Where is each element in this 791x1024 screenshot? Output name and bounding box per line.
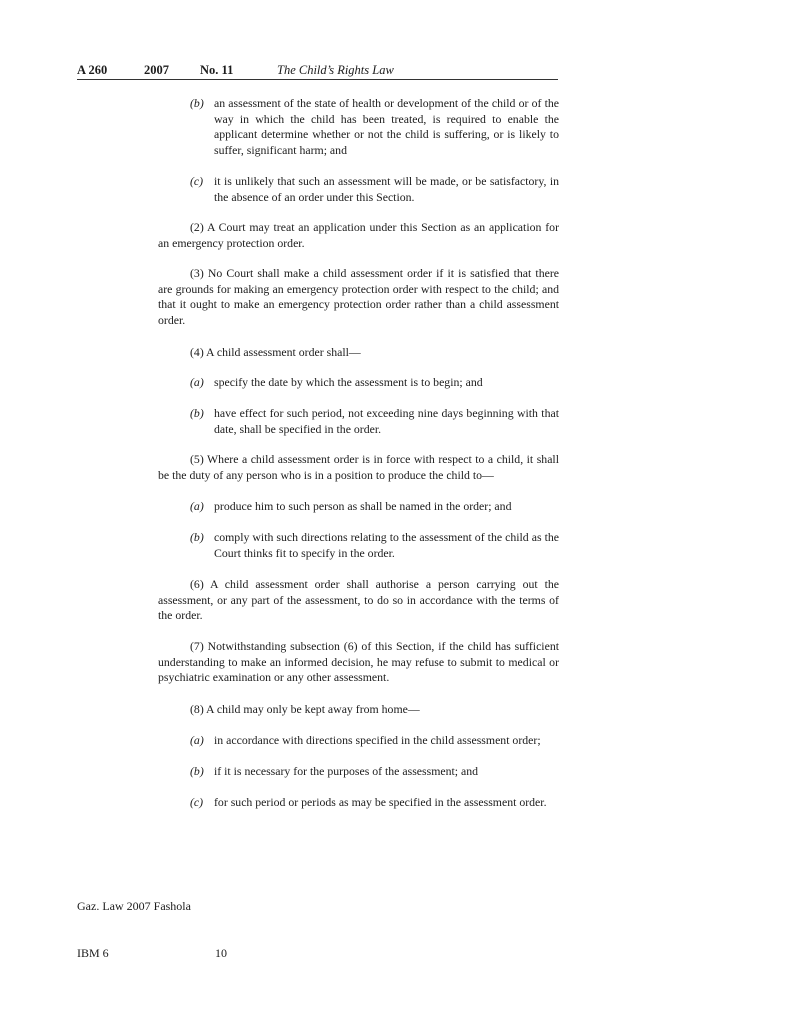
item-a-produce-him (190, 499, 559, 515)
item-text: if it is necessary for the purposes of the assessment; and (214, 764, 479, 778)
item-label: (b) (190, 764, 204, 778)
item-text: it is unlikely that such an assessment will be made, or be satisfactory, in the absence of an order under this Section. (214, 174, 559, 204)
item-text: produce him to such person as shall be named in the order; and (214, 499, 512, 513)
item-c-unlikely-assessment (190, 174, 559, 205)
item-b-have-effect (190, 406, 559, 437)
item-label: (a) (190, 733, 204, 747)
item-text: in accordance with directions specified in the child assessment order; (214, 733, 541, 747)
item-label: (a) (190, 499, 204, 513)
law-number: No. 11 (200, 63, 234, 77)
item-text: have effect for such period, not exceeding nine days beginning with that date, shall be specified in the order. (214, 406, 559, 436)
item-text: for such period or periods as may be specified in the assessment order. (214, 795, 547, 809)
item-text: comply with such directions relating to the assessment of the child as the Court thinks fit to specify in the order. (214, 530, 559, 560)
running-header (77, 63, 558, 80)
item-b-health-assessment (190, 96, 559, 158)
page-reference: A 260 (77, 63, 108, 77)
header-year: 2007 (144, 63, 169, 77)
item-b-comply-directions (190, 530, 559, 561)
item-label: (b) (190, 96, 204, 110)
gazette-note: Gaz. Law 2007 Fashola (77, 899, 191, 913)
item-label: (c) (190, 795, 204, 809)
item-c-such-period (190, 795, 559, 811)
law-title: The Child’s Rights Law (277, 63, 394, 77)
item-label: (a) (190, 375, 204, 389)
subsection-3: (3) No Court shall make a child assessment order if it is satisfied that there are grounds for making an emergency protection order with respect to the child; and that it ought to make an emergency protection order rather than a child assessment order. (158, 266, 559, 327)
subsection-8: (8) A child may only be kept away from home— (190, 702, 420, 716)
footer-page-number: 10 (215, 946, 227, 960)
subsection-4: (4) A child assessment order shall— (190, 345, 361, 359)
subsection-5: (5) Where a child assessment order is in force with respect to a child, it shall be the duty of any person who is in a position to produce the child to— (158, 452, 559, 482)
item-a-specify-date (190, 375, 559, 391)
item-label: (c) (190, 174, 204, 188)
item-text: specify the date by which the assessment is to begin; and (214, 375, 483, 389)
print-code: IBM 6 (77, 946, 109, 960)
subsection-7: (7) Notwithstanding subsection (6) of this Section, if the child has sufficient understanding to make an informed decision, he may refuse to submit to medical or psychiatric examination or any other assessment. (158, 639, 559, 685)
subsection-2: (2) A Court may treat an application under this Section as an application for an emergency protection order. (158, 220, 559, 250)
item-label: (b) (190, 530, 204, 544)
item-label: (b) (190, 406, 204, 420)
item-b-necessary-purposes (190, 764, 559, 780)
subsection-6: (6) A child assessment order shall authorise a person carrying out the assessment, or any part of the assessment, to do so in accordance with the terms of the order. (158, 577, 559, 623)
item-text: an assessment of the state of health or development of the child or of the way in which the child has been treated, is required to enable the applicant determine whether or not the child is suffering, or is likely to suffer, significant harm; and (214, 96, 559, 157)
item-a-directions (190, 733, 559, 749)
